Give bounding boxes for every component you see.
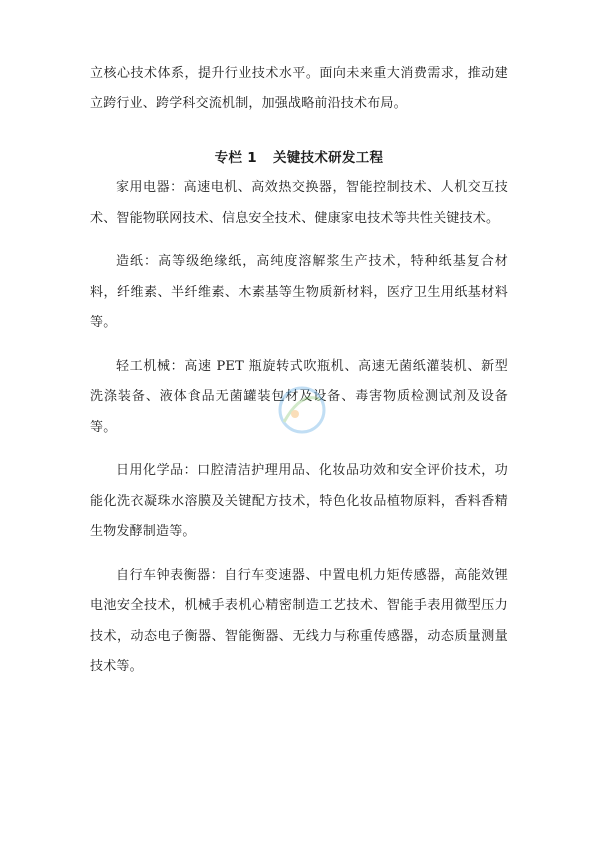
intro-paragraph: 立核心技术体系，提升行业技术水平。面向未来重大消费需求，推动建立跨行业、跨学科交流机制，加强战略前沿技术布局。 [90,66,508,111]
item-light-machinery: 轻工机械：高速 PET 瓶旋转式吹瓶机、高速无菌纸灌装机、新型洗涤装备、液体食品无菌罐装包材及设备、毒害物质检测试剂及设备等。 [90,358,508,435]
box-number: 专栏 1 [214,150,257,166]
item-bicycle-clock-scale: 自行车钟表衡器：自行车变速器、中置电机力矩传感器，高能效锂电池安全技术，机械手表机心精密制造工艺技术、智能手表用微型压力技术，动态电子衡器、智能衡器、无线力与称重传感器，动态质量测量技术等。 [90,567,508,674]
item-papermaking: 造纸：高等级绝缘纸，高纯度溶解浆生产技术，特种纸基复合材料，纤维素、半纤维素、木素基等生物质新材料，医疗卫生用纸基材料等。 [90,254,508,330]
box-title: 关键技术研发工程 [272,150,384,166]
item-daily-chemicals: 日用化学品：口腔清洁护理用品、化妆品功效和安全评价技术，功能化洗衣凝珠水溶膜及关键配方技术，特色化妆品植物原料，香料香精生物发酵制造等。 [90,463,508,539]
item-home-appliances: 家用电器：高速电机、高效热交换器，智能控制技术、人机交互技术、智能物联网技术、信息安全技术、健康家电技术等共性关键技术。 [90,180,508,226]
box-body [90,173,508,696]
box-heading [90,143,508,173]
